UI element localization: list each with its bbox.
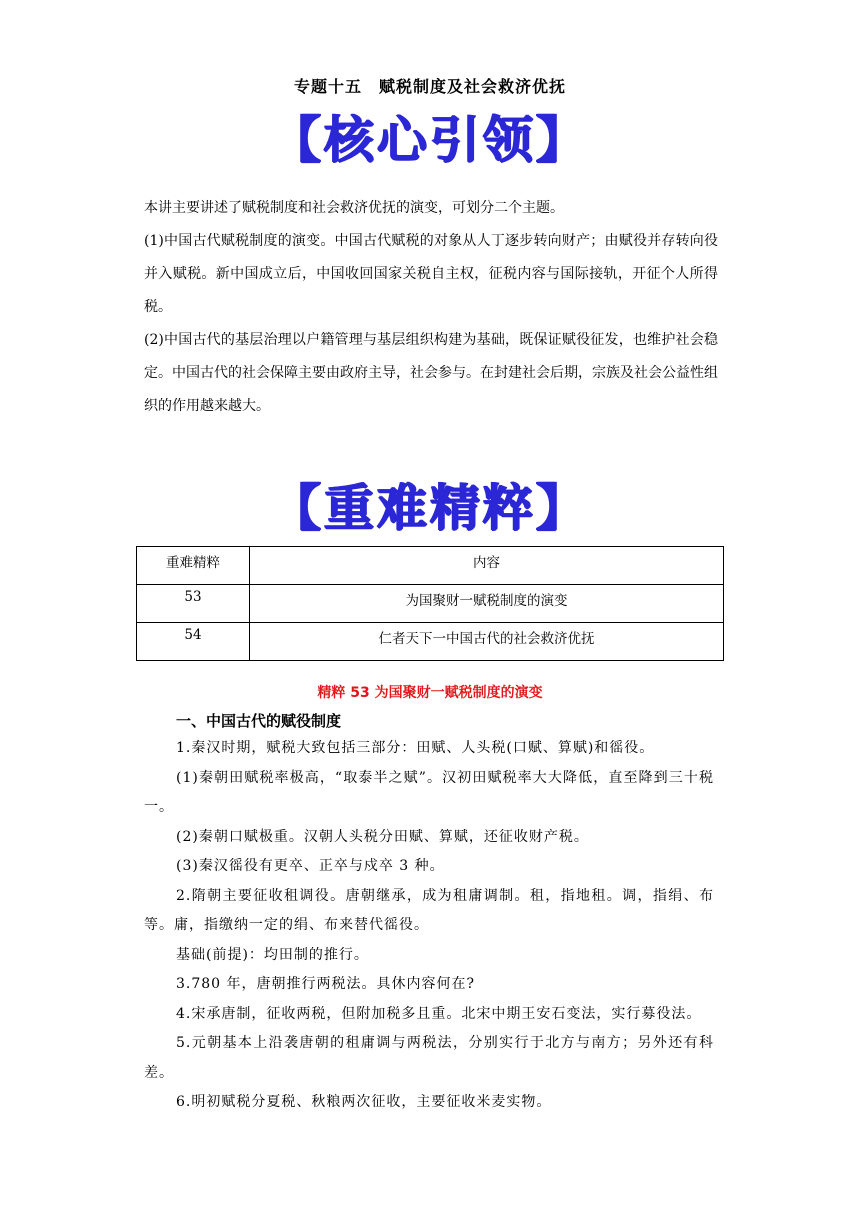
body-paragraph: 基础(前提)：均田制的推行。 — [176, 946, 369, 963]
intro-paragraph: (2)中国古代的基层治理以户籍管理与基层组织构建为基础，既保证赋役征发，也维护社会稳定。中国古代的社会保障主要由政府主导，社会参与。在封建社会后期，宗族及社会公益性组织的作用越来越大。 — [144, 332, 718, 414]
core-guide-banner: 【核心引领】 — [271, 111, 589, 169]
intro-section — [144, 192, 718, 423]
body-paragraph: 2.隋朝主要征收租调役。唐朝继承，成为租庸调制。租，指地租。调，指绢、布等。庸，指缴纳一定的绢、布来替代徭役。 — [144, 887, 714, 933]
body-paragraph: 1.秦汉时期，赋税大致包括三部分：田赋、人头税(口赋、算赋)和徭役。 — [176, 740, 655, 756]
subheading: 一、中国古代的赋役制度 — [176, 712, 342, 730]
table-header-row — [137, 547, 724, 585]
topics-table — [136, 546, 724, 661]
table-cell-number: 53 — [137, 585, 250, 623]
key-points-banner: 【重难精粹】 — [271, 479, 589, 537]
table-header-cell: 重难精粹 — [137, 547, 250, 585]
table-cell-content: 仁者天下一中国古代的社会救济优抚 — [250, 623, 724, 661]
body-paragraph: 3.780 年，唐朝推行两税法。具休内容何在? — [176, 976, 476, 992]
intro-paragraph: (1)中国古代赋税制度的演变。中国古代赋税的对象从人丁逐步转向财产；由赋役并存转向役并入赋税。新中国成立后，中国收回国家关税自主权，征税内容与国际接轨，开征个人所得税。 — [144, 233, 718, 315]
table-cell-content: 为国聚财一赋税制度的演变 — [250, 585, 724, 623]
body-paragraph: (3)秦汉徭役有更卒、正卒与戍卒 3 种。 — [176, 858, 445, 874]
body-paragraph: (1)秦朝田赋税率极高，“取泰半之赋”。汉初田赋税率大大降低，直至降到三十税一。 — [144, 769, 714, 815]
body-paragraph: 5.元朝基本上沿袭唐朝的租庸调与两税法，分别实行于北方与南方；另外还有科差。 — [144, 1035, 714, 1081]
document-title: 专题十五 赋税制度及社会救济优抚 — [293, 77, 566, 96]
section-title: 精粹 53 为国聚财一赋税制度的演变 — [317, 685, 543, 701]
body-text — [144, 734, 714, 1118]
body-paragraph: 4.宋承唐制，征收两税，但附加税多且重。北宋中期王安石变法，实行募役法。 — [176, 1005, 702, 1022]
table-row — [137, 585, 724, 623]
table-header-cell: 内容 — [250, 547, 724, 585]
body-paragraph: 6.明初赋税分夏税、秋粮两次征收，主要征收米麦实物。 — [176, 1094, 552, 1110]
intro-paragraph: 本讲主要讲述了赋税制度和社会救济优抚的演变，可划分二个主题。 — [144, 200, 564, 216]
table-cell-number: 54 — [137, 623, 250, 661]
body-paragraph: (2)秦朝口赋极重。汉朝人头税分田赋、算赋，还征收财产税。 — [176, 828, 589, 845]
table-row — [137, 623, 724, 661]
